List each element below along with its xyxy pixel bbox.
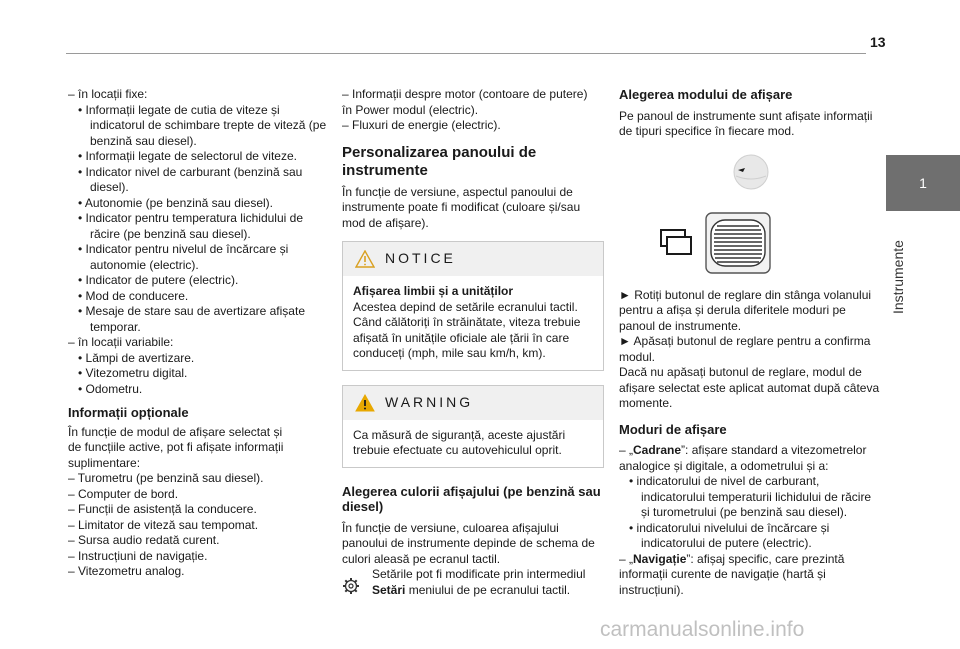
paragraph-line: panoului de instrumente depinde de schema de (342, 536, 595, 550)
list-item: • Indicator pentru temperatura lichidului de (78, 211, 303, 225)
navigation-label: Navigație (633, 551, 687, 566)
adjustment-wheel-icon (705, 212, 771, 274)
list-item: • Vitezometru digital. (78, 366, 188, 380)
list-item: benzină sau diesel). (90, 133, 197, 148)
watermark: carmanualsonline.info (600, 618, 805, 641)
list-item: • Autonomie (pe benzină sau diesel). (78, 195, 273, 210)
warning-header (343, 386, 603, 420)
quote-open: – „ (619, 443, 634, 457)
list-item: – Limitator de viteză sau tempomat. (68, 517, 259, 532)
header-rule (66, 53, 866, 54)
navigation-line (619, 552, 881, 568)
list-item: – Funcții de asistență la conducere. (68, 502, 257, 516)
step-line: panoul de instrumente. (619, 318, 742, 333)
notice-title: NOTICE (385, 250, 456, 267)
list-item: autonomie (electric). (90, 257, 199, 272)
paragraph-line: În funcție de versiune, culoarea afișajului (342, 520, 559, 535)
paragraph-line: În funcție de modul de afișare selectat și (68, 424, 283, 439)
paragraph-line: Pe panoul de instrumente sunt afișate informații (619, 108, 873, 123)
step-line: momente. (619, 396, 673, 410)
heading-line: Alegerea culorii afișajului (pe benzină sau (342, 483, 601, 499)
notice-body (343, 276, 603, 370)
settings-note (342, 567, 604, 600)
chapter-title: Instrumente (890, 240, 906, 314)
optional-info-heading: Informații opționale (68, 405, 189, 420)
list-item: indicatorului de putere (electric). (641, 536, 812, 550)
cadrane-line (619, 443, 881, 459)
settings-bold: Setări (372, 582, 406, 597)
display-mode-heading: Alegerea modului de afișare (619, 87, 793, 102)
list-item: • Mod de conducere. (78, 288, 189, 303)
notice-line: Când călătoriți în străinătate, viteza trebuie (353, 315, 581, 329)
fixed-list (68, 103, 330, 336)
step-line: modul. (619, 349, 656, 364)
list-item: – Vitezometru analog. (68, 564, 185, 578)
notice-bold-line: Afișarea limbii și a unităților (353, 284, 514, 298)
warning-triangle-outline-icon (355, 250, 375, 268)
list-item: – Turometru (pe benzină sau diesel). (68, 471, 264, 485)
notice-box (342, 241, 604, 371)
paragraph-line: de funcțiile active, pot fi afișate informații (68, 440, 284, 454)
customization-heading (342, 144, 604, 180)
notice-line: afișată în unitățile oficiale ale țării în care (353, 330, 570, 345)
step-line: pentru a afișa și derula diferitele moduri pe (619, 303, 846, 317)
step-line: Dacă nu apăsați butonul de reglare, modul de (619, 365, 862, 379)
step-line: afișare selectat este aplicat automat după câteva (619, 380, 880, 395)
settings-rest: meniului de pe ecranului tactil. (405, 582, 571, 597)
paragraph-line: culori aleasă pe ecranul tactil. (342, 551, 501, 566)
paragraph-line: informații curente de navigație (hartă și (619, 567, 826, 581)
paragraph-line: instrumente poate fi modificat (culoare și/sau (342, 200, 581, 214)
list-item: • Informații legate de cutia de viteze și (78, 102, 280, 117)
paragraph-line: de tipuri specifice în fiecare mod. (619, 124, 795, 138)
list-item: temporar. (90, 319, 141, 334)
list-item: • Mesaje de stare sau de avertizare afișate (78, 304, 305, 318)
variable-intro: – în locații variabile: (68, 335, 174, 349)
list-item: • Odometru. (78, 381, 143, 396)
steering-wheel-icon (731, 152, 771, 192)
warning-triangle-icon (355, 394, 375, 412)
list-item: • Indicator pentru nivelul de încărcare și (78, 242, 289, 256)
column-3 (619, 87, 881, 598)
icons-area (619, 140, 881, 288)
step-line: ► Rotiți butonul de reglare din stânga volanului (619, 287, 872, 302)
page-number: 13 (870, 34, 886, 50)
paragraph-line: instrucțiuni). (619, 582, 684, 597)
warning-body (343, 420, 603, 467)
list-item: • indicatorului de nivel de carburant, (629, 474, 820, 488)
warning-line: trebuie efectuate cu autovehiculul oprit. (353, 443, 562, 457)
display-modes-heading: Moduri de afișare (619, 421, 727, 437)
cadrane-rest: ”: afișare standard a vitezometrelor (681, 443, 867, 457)
paragraph-line: mod de afișare). (342, 215, 429, 230)
list-item: răcire (pe benzină sau diesel). (90, 226, 251, 241)
list-item: – Sursa audio redată curent. (68, 533, 220, 547)
notice-line: Acestea depind de setările ecranului tactil. (353, 299, 578, 314)
list-item: indicatorului temperaturii lichidului de răcire (641, 489, 872, 504)
paragraph-line: analogice și digitale, a odometrului și a: (619, 458, 829, 473)
quote-open: – „ (619, 551, 634, 566)
list-item: diesel). (90, 180, 129, 194)
list-item: – Fluxuri de energie (electric). (342, 118, 501, 132)
settings-line: Setările pot fi modificate prin intermediul (372, 567, 586, 581)
list-item: • Lămpi de avertizare. (78, 350, 195, 365)
heading-line: Personalizarea panoului de (342, 143, 537, 161)
warning-line: Ca măsură de siguranță, aceste ajustări (353, 427, 566, 442)
paragraph-line: suplimentare: (68, 455, 141, 470)
paragraph-line: În funcție de versiune, aspectul panoului de (342, 184, 573, 199)
list-item: • Indicator nivel de carburant (benzină sau (78, 164, 303, 179)
display-modes-icon (659, 228, 693, 256)
list-item: • Informații legate de selectorul de viteze. (78, 149, 297, 163)
list-item: – Instrucțiuni de navigație. (68, 548, 208, 563)
notice-line: conduceți (mph, mile sau km/h, km). (353, 346, 546, 360)
notice-header (343, 242, 603, 276)
settings-gear-icon (342, 567, 372, 600)
color-heading (342, 484, 604, 515)
heading-line: diesel) (342, 499, 384, 514)
navigation-rest: ”: afișaj specific, care prezintă (686, 551, 845, 566)
step-line: ► Apăsați butonul de reglare pentru a confirma (619, 334, 871, 348)
list-item: • indicatorului nivelului de încărcare și (629, 520, 830, 535)
warning-box (342, 385, 604, 468)
cadrane-label: Cadrane (633, 443, 682, 457)
list-item: – Informații despre motor (contoare de putere) (342, 87, 588, 101)
warning-title: WARNING (385, 393, 474, 410)
list-item: indicatorul de schimbare trepte de viteză (pe (90, 118, 327, 132)
fixed-intro: – în locații fixe: (68, 87, 148, 101)
list-item: – Computer de bord. (68, 486, 179, 501)
list-item: • Indicator de putere (electric). (78, 273, 239, 287)
list-item: și turometrului (pe benzină sau diesel). (641, 505, 848, 519)
column-2 (342, 87, 604, 600)
chapter-tab[interactable]: 1 (886, 155, 960, 211)
column-1 (68, 87, 330, 580)
settings-line-2 (372, 583, 585, 599)
list-item: în Power modul (electric). (342, 102, 479, 117)
heading-line: instrumente (342, 161, 428, 179)
